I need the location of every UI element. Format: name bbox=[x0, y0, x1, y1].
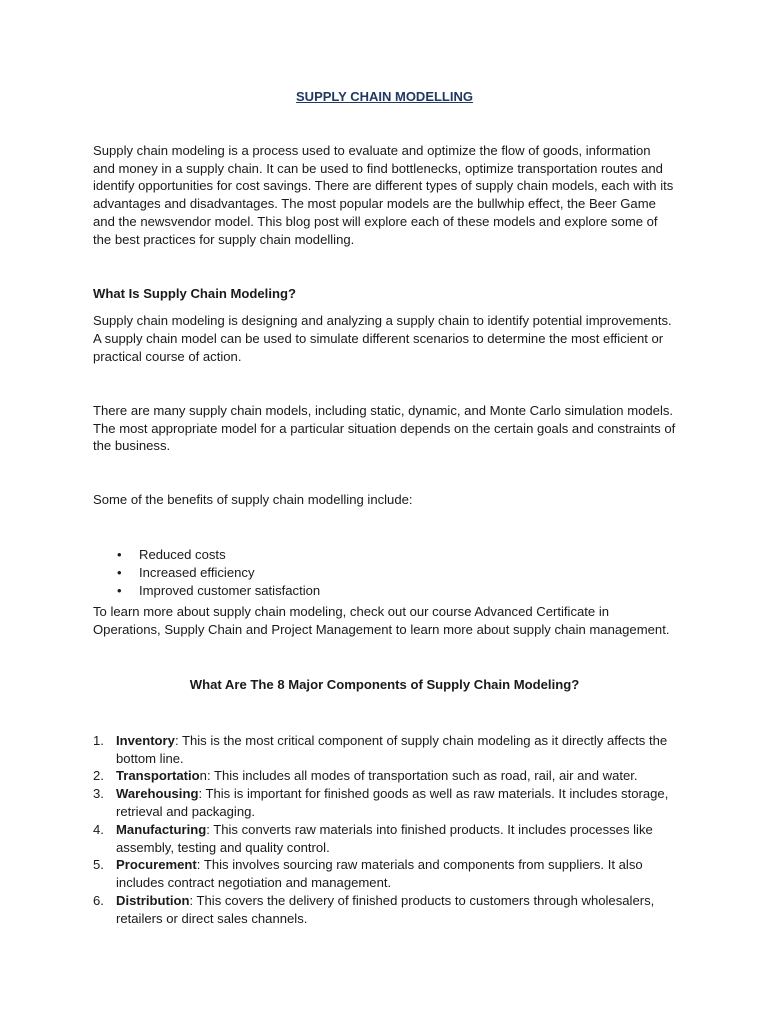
item-number: 4. bbox=[93, 821, 104, 837]
list-item bbox=[93, 785, 676, 821]
list-item bbox=[117, 564, 676, 582]
component-term: Warehousing bbox=[116, 786, 199, 802]
item-number: 3. bbox=[93, 786, 104, 802]
item-number: 6. bbox=[93, 892, 104, 908]
benefit-label: Reduced costs bbox=[139, 546, 226, 562]
section-heading-components: What Are The 8 Major Components of Supply Chain Modeling? bbox=[189, 676, 580, 692]
component-description: : This involves sourcing raw materials and components from suppliers. It also includes contract negotiation and management. bbox=[116, 857, 643, 891]
bullet-icon: • bbox=[117, 582, 122, 598]
benefit-label: Improved customer satisfaction bbox=[139, 582, 321, 598]
component-description: : This is important for finished goods as well as raw materials. It includes storage, retrieval and packaging. bbox=[116, 786, 669, 819]
list-item bbox=[93, 892, 676, 928]
item-number: 5. bbox=[93, 857, 104, 873]
component-description: n: This includes all modes of transportation such as road, rail, air and water. bbox=[199, 768, 638, 784]
component-term: Manufacturing bbox=[116, 821, 207, 837]
definition-paragraph: Supply chain modeling is designing and analyzing a supply chain to identify potential improvements. A supply chain model can be used to simulate different scenarios to determine the most efficient or practical course of action. bbox=[93, 313, 672, 364]
intro-paragraph: Supply chain modeling is a process used to evaluate and optimize the flow of goods, information and money in a supply chain. It can be used to find bottlenecks, optimize transportation routes and identify opportunities for cost savings. There are different types of supply chain models, each with its advantages and disadvantages. The most popular models are the bullwhip effect, the Beer Game and the newsvendor model. This blog post will explore each of these models and explore some of the best practices for supply chain modelling. bbox=[93, 142, 674, 247]
list-item bbox=[93, 821, 676, 857]
section-heading-what-is: What Is Supply Chain Modeling? bbox=[93, 285, 296, 301]
item-number: 1. bbox=[93, 732, 104, 748]
learn-more-paragraph: To learn more about supply chain modeling, check out our course Advanced Certificate in Operations, Supply Chain and Project Management to learn more about supply chain management. bbox=[93, 604, 670, 638]
components-list bbox=[93, 732, 676, 928]
component-description: : This covers the delivery of finished products to customers through wholesalers, retailers or direct sales channels. bbox=[116, 892, 655, 926]
list-item bbox=[117, 582, 676, 600]
bullet-icon: • bbox=[117, 546, 122, 562]
list-item bbox=[117, 546, 676, 564]
component-description: : This converts raw materials into finished products. It includes processes like assembly, testing and quality control. bbox=[116, 821, 653, 855]
benefit-label: Increased efficiency bbox=[139, 564, 255, 580]
list-item bbox=[93, 767, 676, 785]
component-term: Distribution bbox=[116, 892, 190, 908]
component-description: : This is the most critical component of supply chain modeling as it directly affects the bottom line. bbox=[116, 732, 668, 766]
document-title: SUPPLY CHAIN MODELLING bbox=[296, 89, 473, 104]
list-item bbox=[93, 732, 676, 768]
benefits-list bbox=[93, 546, 676, 599]
component-term: Transportatio bbox=[116, 768, 200, 784]
list-item bbox=[93, 856, 676, 892]
models-paragraph: There are many supply chain models, including static, dynamic, and Monte Carlo simulation models. The most appropriate model for a particular situation depends on the certain goals and constraints of the business. bbox=[93, 402, 676, 454]
item-number: 2. bbox=[93, 768, 104, 784]
component-term: Inventory bbox=[116, 732, 175, 748]
component-term: Procurement bbox=[116, 857, 197, 873]
bullet-icon: • bbox=[117, 564, 122, 580]
benefits-intro: Some of the benefits of supply chain modelling include: bbox=[93, 492, 413, 508]
